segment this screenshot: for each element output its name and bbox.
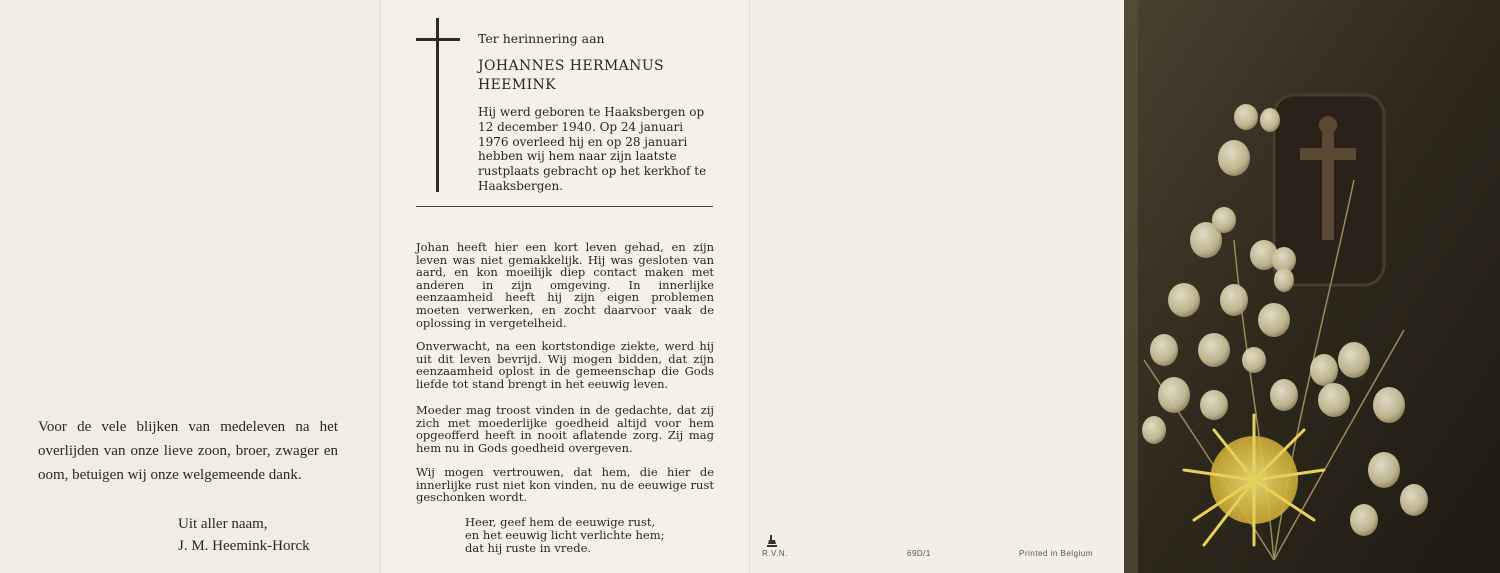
thanks-panel bbox=[0, 0, 380, 573]
cross-icon-bar bbox=[416, 38, 460, 41]
paragraph-2: Onverwacht, na een kortstondige ziekte, werd hij uit dit leven bevrijd. Wij mogen bidden, dat zijn eenzaamheid oplost in de gemeenschap die Gods liefde tot stand brengt in het eeuwig leven. bbox=[416, 339, 714, 391]
publisher-text: R.V.N. bbox=[762, 549, 788, 558]
intro-text: Ter herinnering aan bbox=[478, 31, 605, 46]
paragraph-4: Wij mogen vertrouwen, dat hem, die hier de innerlijke rust niet kon vinden, nu de eeuwige rust geschonken wordt. bbox=[416, 465, 714, 505]
cross-icon bbox=[436, 18, 439, 192]
print-code: 69D/1 bbox=[907, 549, 931, 558]
birth-death-text: Hij werd geboren te Haaksbergen op 12 december 1940. Op 24 januari 1976 overleed hij en op 28 januari hebben wij hem naar zijn laatste rustplaats gebracht op het kerkhof te Haaksbergen. bbox=[478, 105, 707, 193]
thanks-text: Voor de vele blijken van medeleven na het overlijden van onze lieve zoon, broer, zwager en oom, betuigen wij onze welgemeende dank. bbox=[38, 419, 338, 483]
paragraph-3: Moeder mag troost vinden in de gedachte, dat zij zich met moederlijke goedheid altijd voor hem opgeofferd heeft in nooit aflatende zorg. Zij mag hem nu in Gods goedheid overgeven. bbox=[416, 403, 714, 455]
deceased-name bbox=[478, 57, 664, 95]
photo-panel bbox=[1124, 0, 1500, 573]
prayer-line-2: en het eeuwig licht verlichte hem; bbox=[465, 528, 665, 542]
signature-block bbox=[178, 513, 310, 557]
paragraph-1: Johan heeft hier een kort leven gehad, en zijn leven was niet gemakkelijk. Hij was gesloten van aard, en kon moeilijk diep contact maken met anderen in zijn omgeving. In innerlijke eenzaamheid heeft hij zijn eigen problemen moeten verwerken, en zocht daarvoor vaak de oplossing in vergetelheid. bbox=[416, 240, 714, 330]
printed-in-text: Printed in Belgium bbox=[1019, 549, 1093, 558]
divider bbox=[416, 206, 713, 207]
flower-cross-photo-icon bbox=[1124, 0, 1500, 573]
publisher-logo-icon bbox=[766, 534, 778, 548]
prayer bbox=[465, 516, 705, 555]
signature-line-2: J. M. Heemink-Horck bbox=[178, 538, 310, 554]
name-line-2: HEEMINK bbox=[478, 77, 557, 93]
prayer-line-1: Heer, geef hem de eeuwige rust, bbox=[465, 515, 656, 529]
signature-line-1: Uit aller naam, bbox=[178, 516, 268, 532]
name-line-1: JOHANNES HERMANUS bbox=[478, 58, 665, 74]
imprint-panel bbox=[750, 0, 1124, 573]
prayer-line-3: dat hij ruste in vrede. bbox=[465, 541, 592, 555]
